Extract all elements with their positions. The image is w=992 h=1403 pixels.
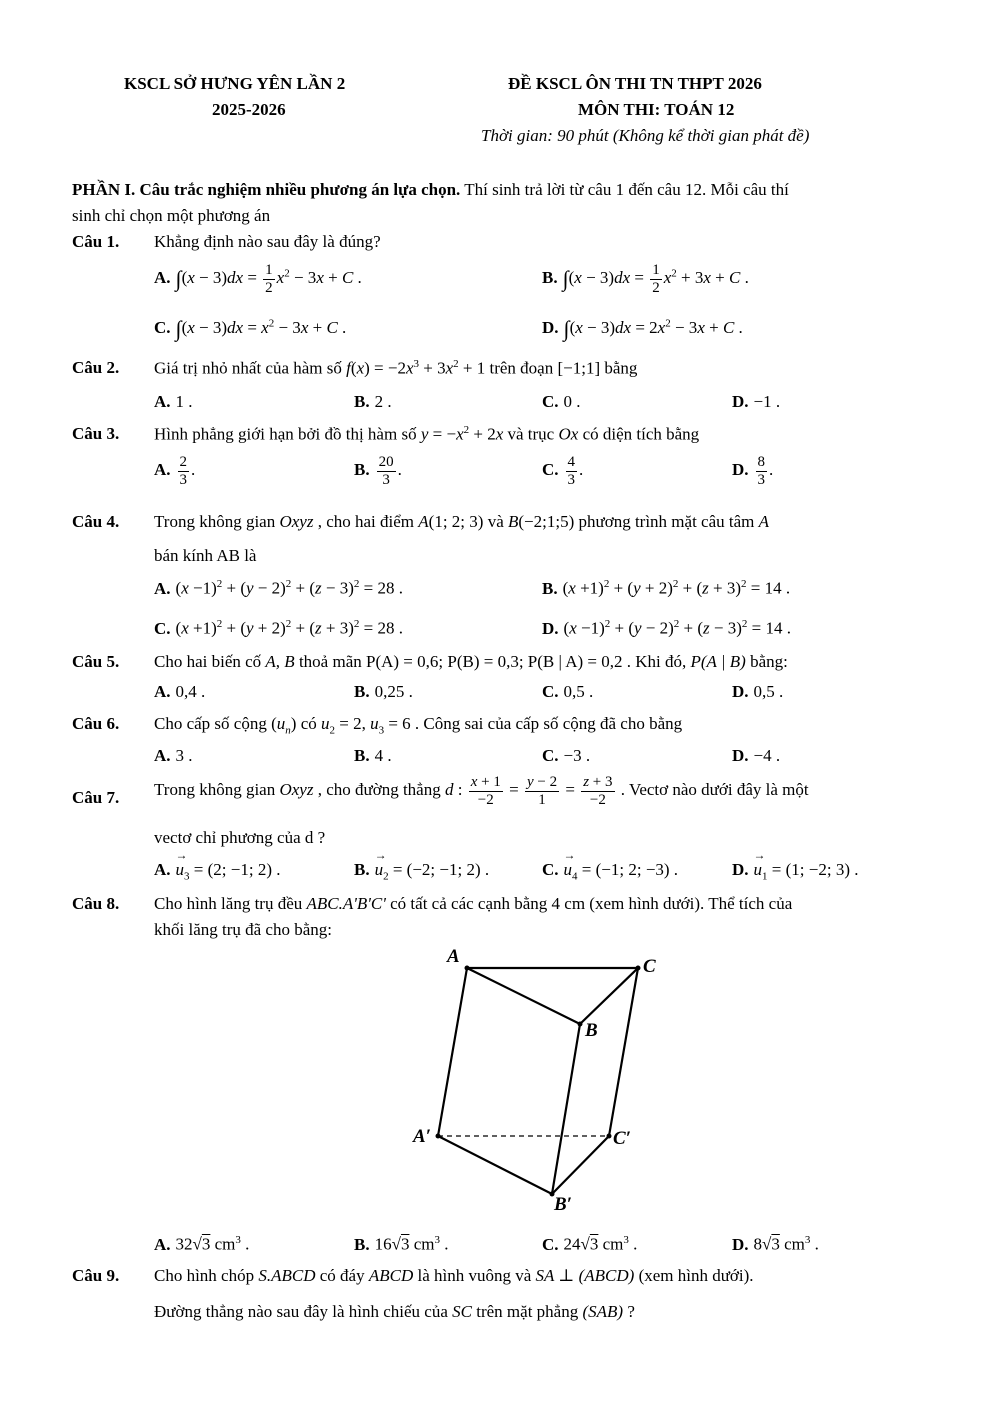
q3-option-d: D. $\frac{8}{3}$ .: [732, 454, 774, 488]
header-right-2: MÔN THI: TOÁN 12: [578, 100, 735, 119]
q6-text: Cho cấp số cộng $(u_n)$ có $u_2 = 2$, $u_3 = 6$ . Công sai của cấp số cộng đã cho bằng: [154, 714, 683, 737]
q7-option-a: $A.\to u_3 = (2$; −1; 2) .: [154, 860, 280, 882]
vertex-c1-label: C′: [613, 1128, 632, 1149]
q5-number: Câu 5.: [72, 652, 120, 671]
q7-option-d: $D.\to u_1 = (1$; −2; 3) .: [732, 860, 858, 882]
q1-option-a: A. ∫(x − 3)dx = $\frac{1}{2}$ $x^2 - 3x + C$ .: [154, 262, 362, 296]
q4-option-d: D. $(x -1)^2 + (y - 2)^2 + (z - 3)^2 = 14$ .: [542, 618, 792, 638]
q1-option-b: B. ∫(x − 3)dx = $\frac{1}{2}$ $x^2 + 3x + C$ .: [542, 262, 749, 296]
q1-text: Khẳng định nào sau đây là đúng?: [154, 232, 381, 251]
q6-number: Câu 6.: [72, 714, 120, 733]
q8-text: Cho hình lăng trụ đều ABC.A'B'C' có tất cả các cạnh bằng 4 cm (xem hình dưới). Thể tích của: [154, 894, 793, 913]
q3-text: Hình phẳng giới hạn bởi đồ thị hàm số $y = -x^2 + 2x$ và trục Ox có diện tích bằng: [154, 424, 700, 444]
q6-option-d: D. −4 .: [732, 746, 781, 765]
q5-option-b: B. 0,25 .: [354, 682, 413, 701]
part1-line1: [72, 180, 789, 200]
q8-option-d: D. 8√3 $cm^3$ .: [732, 1234, 819, 1254]
q2-option-c: C. 0 .: [542, 392, 581, 411]
q8-text-line2: khối lăng trụ đã cho bằng:: [154, 920, 332, 939]
q3-option-c: C. $\frac{4}{3}$ .: [542, 454, 584, 488]
header-right-1: ĐỀ KSCL ÔN THI TN THPT 2026: [508, 74, 762, 93]
q7-option-c: $C.\to u_4 = (-1$; 2; −3) .: [542, 860, 678, 882]
q5-option-c: C. 0,5 .: [542, 682, 594, 701]
q6-option-c: C. −3 .: [542, 746, 591, 765]
q2-text: Giá trị nhỏ nhất của hàm số $f(x) = -2x^3 + 3x^2 + 1$ trên đoạn [−1;1] bằng: [154, 358, 638, 378]
q4-text: Trong không gian Oxyz , cho hai điểm A(1; 2; 3) và B(−2;1;5) phương trình mặt câu tâm A: [154, 512, 770, 531]
q9-text: Cho hình chóp S.ABCD có đáy ABCD là hình vuông và SA ⊥ (ABCD) (xem hình dưới).: [154, 1266, 754, 1285]
q4-option-b: B. $(x +1)^2 + (y + 2)^2 + (z + 3)^2 = 14$ .: [542, 578, 791, 598]
q4-number: Câu 4.: [72, 512, 120, 531]
q1-number: Câu 1.: [72, 232, 120, 251]
q2-option-a: A. 1 .: [154, 392, 193, 411]
q7-text: Trong không gian Oxyz , cho đường thẳng d : $\frac{x + 1}{-2}$ = $\frac{y - 2}{1}$ = $\frac{z + 3}{-2}$ . Vectơ nào dưới đây là một: [154, 774, 809, 808]
vertex-c-label: C: [643, 956, 656, 977]
vertex-b-label: B: [585, 1020, 598, 1041]
q3-option-b: B. $\frac{20}{3}$ .: [354, 454, 402, 488]
q9-number: Câu 9.: [72, 1266, 120, 1285]
q1-option-c: C. $\int(x - 3)dx = x^2 - 3x + C$ .: [154, 316, 347, 341]
header-right-3: Thời gian: 90 phút (Không kể thời gian phát đề): [481, 126, 810, 145]
q8-number: Câu 8.: [72, 894, 120, 913]
q3-number: Câu 3.: [72, 424, 120, 443]
vertex-a-label: A: [447, 946, 460, 967]
q8-option-c: C. 24√3 $cm^3$ .: [542, 1234, 638, 1254]
q2-number: Câu 2.: [72, 358, 120, 377]
q4-text-line2: bán kính AB là: [154, 546, 257, 565]
q5-option-d: D. 0,5 .: [732, 682, 784, 701]
q6-option-b: B. 4 .: [354, 746, 392, 765]
q3-option-a: A. $\frac{2}{3}$ .: [154, 454, 196, 488]
q6-option-a: A. 3 .: [154, 746, 193, 765]
q7-text-line2: vectơ chỉ phương của d ?: [154, 828, 326, 847]
q8-option-b: B. 16√3 $cm^3$ .: [354, 1234, 449, 1254]
part1-text-a: Thí sinh trả lời từ câu 1 đến câu 12. Mỗi câu thí: [460, 180, 789, 199]
q7-number: Câu 7.: [72, 788, 120, 807]
q5-text: Cho hai biến cố A, B thoả mãn P(A) = 0,6; P(B) = 0,3; P(B | A) = 0,2 . Khi đó, P(A | B) bằng:: [154, 652, 788, 671]
q2-option-b: B. 2 .: [354, 392, 392, 411]
q2-option-d: D. −1 .: [732, 392, 781, 411]
q1-option-d: D. $\int(x - 3)dx = 2x^2 - 3x + C$ .: [542, 316, 743, 341]
q9-text-line2: Đường thẳng nào sau đây là hình chiếu của SC trên mặt phẳng (SAB) ?: [154, 1302, 635, 1321]
q4-option-c: C. $(x +1)^2 + (y + 2)^2 + (z + 3)^2 = 28$ .: [154, 618, 404, 638]
header-left-2: 2025-2026: [212, 100, 286, 119]
q5-option-a: A. 0,4 .: [154, 682, 206, 701]
vertex-b1-label: B′: [554, 1194, 573, 1215]
vertex-a1-label: A′: [413, 1126, 432, 1147]
header-left-1: KSCL SỞ HƯNG YÊN LẦN 2: [124, 74, 346, 93]
part1-title: PHẦN I. Câu trắc nghiệm nhiều phương án lựa chọn.: [72, 180, 461, 199]
q4-option-a: A. $(x -1)^2 + (y - 2)^2 + (z - 3)^2 = 28$ .: [154, 578, 404, 598]
q8-option-a: A. 32√3 $cm^3$ .: [154, 1234, 250, 1254]
part1-line2: sinh chỉ chọn một phương án: [72, 206, 271, 225]
q7-option-b: $B.\to u_2 = (-2$; −1; 2) .: [354, 860, 489, 882]
